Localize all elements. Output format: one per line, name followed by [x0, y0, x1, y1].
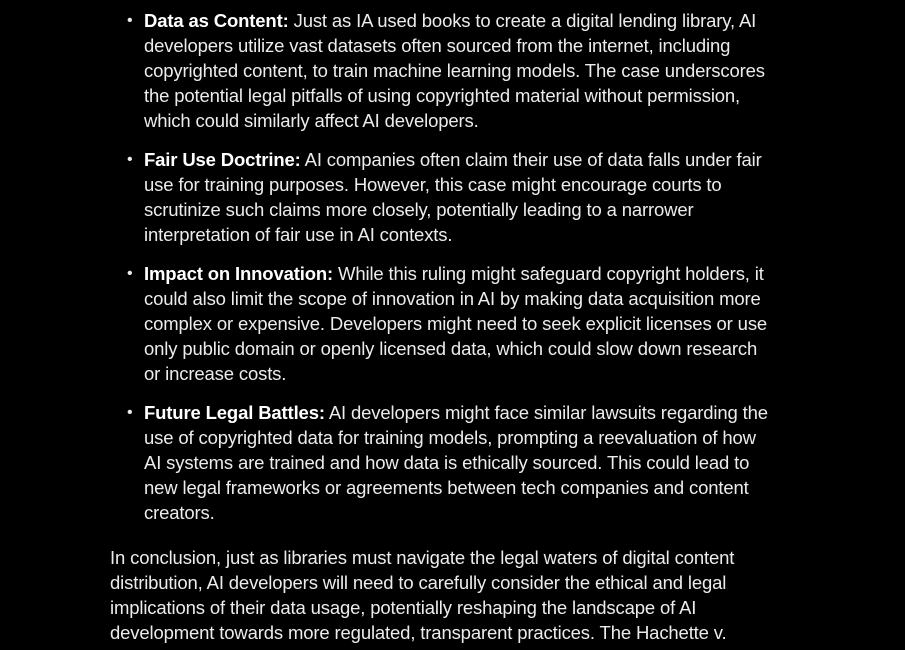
list-item: [110, 261, 770, 386]
bullet-text: While this ruling might safeguard copyright holders, it could also limit the scope of innovation in AI by making data acquisition more complex or expensive. Developers might need to seek explicit licenses or use only public domain or openly licensed data, which could slow down research or increase costs.: [144, 263, 768, 384]
bullet-icon: •: [127, 151, 133, 168]
bullet-text: AI companies often claim their use of data falls under fair use for training purposes. However, this case might encourage courts to scrutinize such claims more closely, potentially leading to a narrower interpretation of fair use in AI contexts.: [144, 149, 762, 245]
bullet-icon: •: [127, 404, 133, 421]
list-item: [110, 147, 770, 247]
bullet-term: Fair Use Doctrine:: [144, 149, 301, 170]
bullet-text: Just as IA used books to create a digital lending library, AI developers utilize vast datasets often sourced from the internet, including copyrighted content, to train machine learning models. The case underscores the potential legal pitfalls of using copyrighted material without permission, which could similarly affect AI developers.: [144, 10, 765, 131]
bullet-list: [110, 8, 770, 525]
conclusion-paragraph: In conclusion, just as libraries must navigate the legal waters of digital content distribution, AI developers will need to carefully consider the ethical and legal implications of their data usage, potentially reshaping the landscape of AI development towards more regulated, transparent practices. The Hachette v.: [110, 547, 735, 643]
bullet-term: Data as Content:: [144, 10, 289, 31]
bullet-text: AI developers might face similar lawsuits regarding the use of copyrighted data for training models, prompting a reevaluation of how AI systems are trained and how data is ethically sourced. This could lead to new legal frameworks or agreements between tech companies and content creators.: [144, 402, 768, 523]
bullet-icon: •: [127, 265, 133, 282]
assistant-message: [110, 8, 770, 645]
bullet-icon: •: [127, 12, 133, 29]
bullet-term: Impact on Innovation:: [144, 263, 334, 284]
list-item: [110, 8, 770, 133]
list-item: [110, 400, 770, 525]
bullet-term: Future Legal Battles:: [144, 402, 325, 423]
